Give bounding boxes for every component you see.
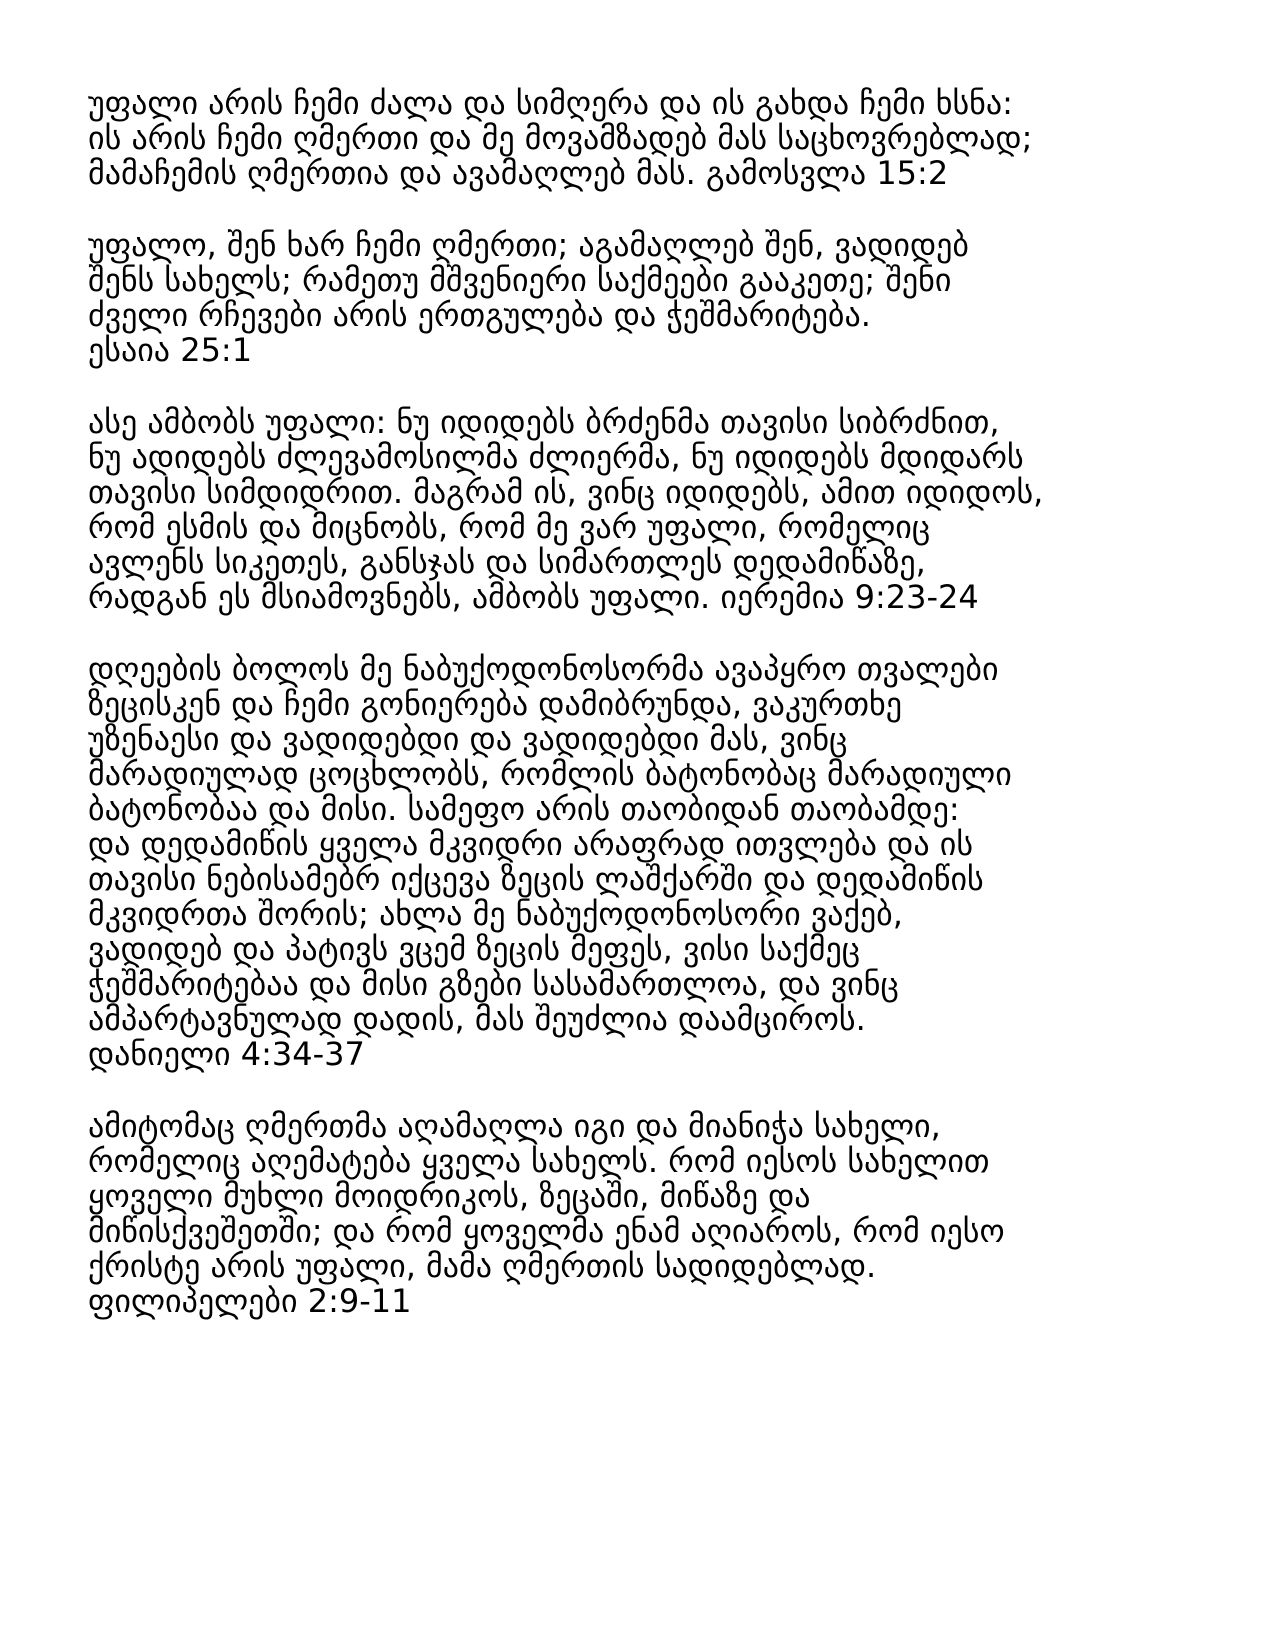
passage-isaiah [88,228,1248,368]
text-line: ფილიპელები 2:9-11 [88,1282,412,1320]
text-line: ნუ ადიდებს ძლევამოსილმა ძლიერმა, ნუ იდიდებს მდიდარს [88,438,1024,476]
text-line: ჭეშმარიტებაა და მისი გზები სასამართლოა, და ვინც [88,965,899,1003]
document-page [88,86,1248,1356]
text-line: თავისი სიმდიდრით. მაგრამ ის, ვინც იდიდებს, ამით იდიდოს, [88,473,1044,511]
text-line: ამიტომაც ღმერთმა აღამაღლა იგი და მიანიჭა სახელი, [88,1107,941,1145]
passage-daniel [88,652,1248,1072]
text-line: მამაჩემის ღმერთია და ავამაღლებ მას. გამოსვლა 15:2 [88,154,949,192]
text-line: ყოველი მუხლი მოიდრიკოს, ზეცაში, მიწაზე და [88,1177,811,1215]
text-line: ავლენს სიკეთეს, განსჯას და სიმართლეს დედამიწაზე, [88,543,926,581]
text-line: მკვიდრთა შორის; ახლა მე ნაბუქოდონოსორი ვაქებ, [88,895,903,933]
text-line: ასე ამბობს უფალი: ნუ იდიდებს ბრძენმა თავისი სიბრძნით, [88,403,1000,441]
passage-jeremiah [88,405,1248,615]
text-line: დღეების ბოლოს მე ნაბუქოდონოსორმა ავაპყრო თვალები [88,650,999,688]
text-line: ზეცისკენ და ჩემი გონიერება დამიბრუნდა, ვაკურთხე [88,685,902,723]
text-line: მიწისქვეშეთში; და რომ ყოველმა ენამ აღიაროს, რომ იესო [88,1212,1005,1250]
text-line: უფალო, შენ ხარ ჩემი ღმერთი; აგამაღლებ შენ, ვადიდებ [88,226,969,264]
text-line: რომ ესმის და მიცნობს, რომ მე ვარ უფალი, რომელიც [88,508,931,546]
text-line: ის არის ჩემი ღმერთი და მე მოვამზადებ მას საცხოვრებლად; [88,119,1033,157]
passage-philippians [88,1109,1248,1319]
text-line: ქრისტე არის უფალი, მამა ღმერთის სადიდებლად. [88,1247,877,1285]
text-line: რომელიც აღემატება ყველა სახელს. რომ იესოს სახელით [88,1142,990,1180]
text-line: უზენაესი და ვადიდებდი და ვადიდებდი მას, ვინც [88,720,848,758]
text-line: ამპარტავნულად დადის, მას შეუძლია დაამციროს. [88,1000,866,1038]
text-line: შენს სახელს; რამეთუ მშვენიერი საქმეები გააკეთე; შენი [88,261,952,299]
text-line: დანიელი 4:34-37 [88,1035,365,1073]
text-line: ვადიდებ და პატივს ვცემ ზეცის მეფეს, ვისი საქმეც [88,930,860,968]
passage-exodus [88,86,1248,191]
text-line: რადგან ეს მსიამოვნებს, ამბობს უფალი. იერემია 9:23-24 [88,578,979,616]
text-line: და დედამიწის ყველა მკვიდრი არაფრად ითვლება და ის [88,825,974,863]
text-line: ესაია 25:1 [88,331,253,369]
text-line: ბატონობაა და მისი. სამეფო არის თაობიდან თაობამდე: [88,790,960,828]
text-line: უფალი არის ჩემი ძალა და სიმღერა და ის გახდა ჩემი ხსნა: [88,84,1013,122]
text-line: ძველი რჩევები არის ერთგულება და ჭეშმარიტება. [88,296,871,334]
text-line: მარადიულად ცოცხლობს, რომლის ბატონობაც მარადიული [88,755,1012,793]
text-line: თავისი ნებისამებრ იქცევა ზეცის ლაშქარში და დედამიწის [88,860,984,898]
